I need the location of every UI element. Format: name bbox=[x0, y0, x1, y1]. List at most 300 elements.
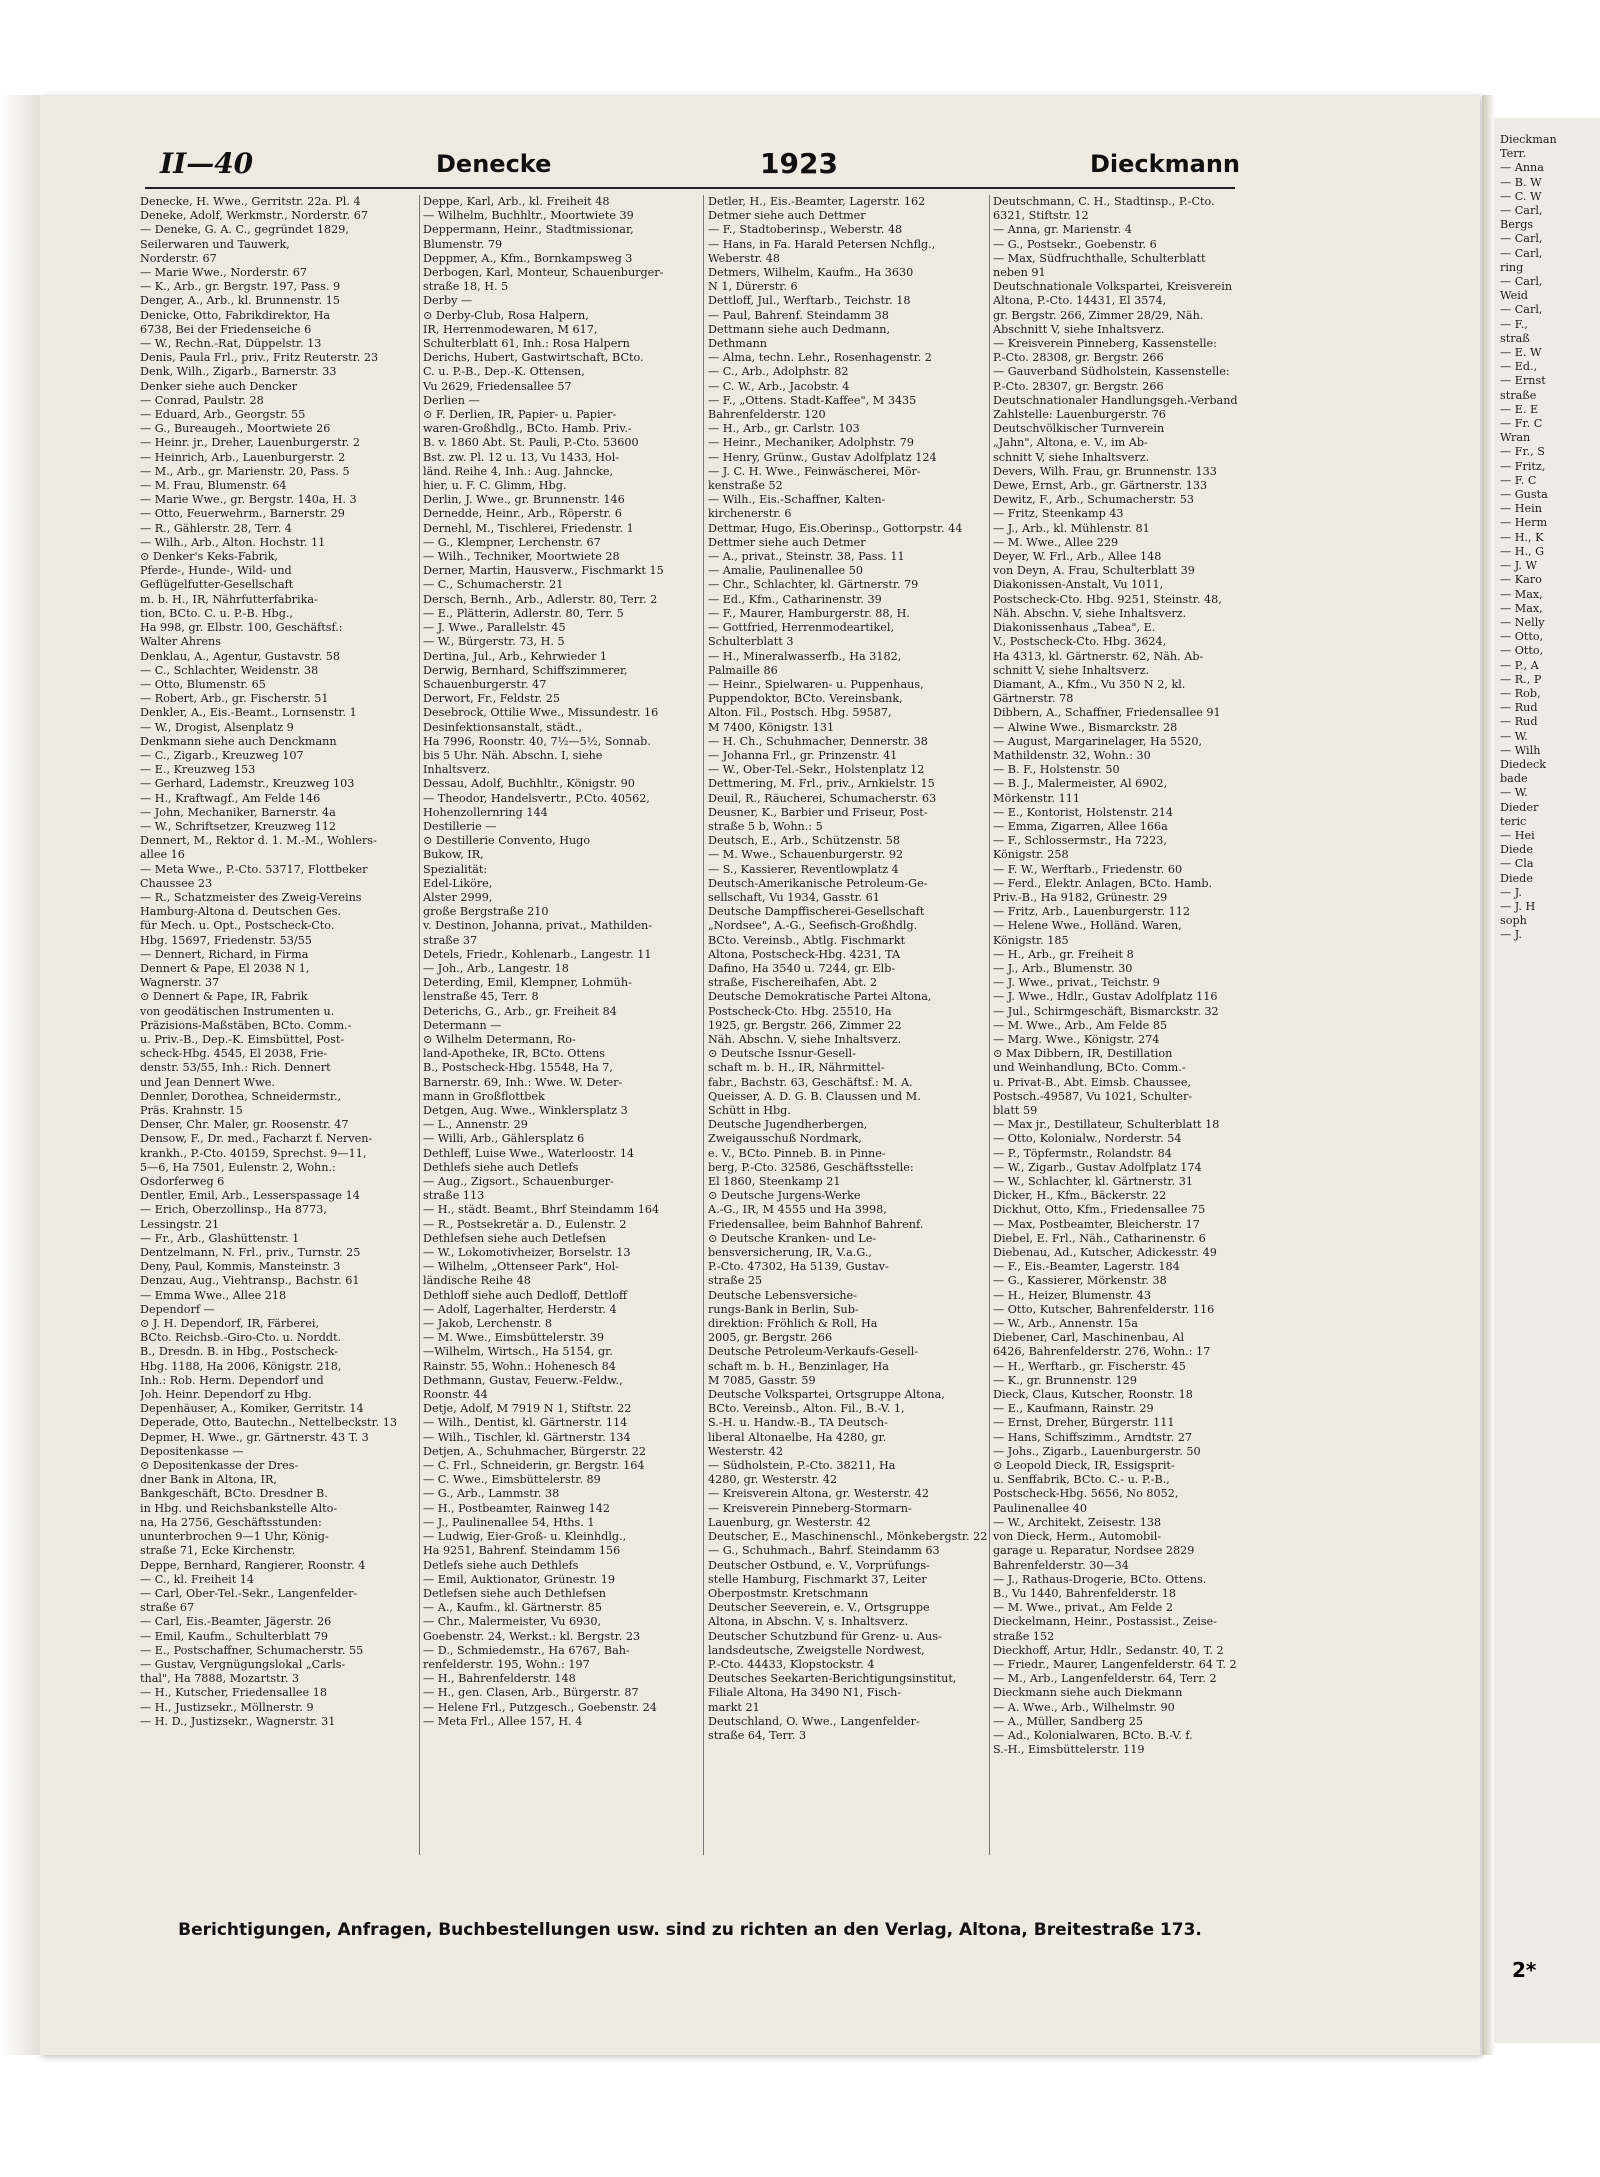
directory-line: 4280, gr. Westerstr. 42 bbox=[708, 1473, 838, 1487]
adjacent-page-line: — F. C bbox=[1500, 473, 1537, 487]
directory-line: S.-H., Eimsbüttelerstr. 119 bbox=[993, 1743, 1145, 1757]
adjacent-page-line: — R., P bbox=[1500, 672, 1542, 686]
directory-line: — Joh., Arb., Langestr. 18 bbox=[423, 961, 569, 975]
directory-line: Dibbern, A., Schaffner, Friedensallee 91 bbox=[993, 706, 1221, 720]
directory-line: von Dieck, Herm., Automobil- bbox=[993, 1530, 1162, 1544]
column-2 bbox=[423, 195, 698, 1895]
directory-line: — C., Arb., Adolphstr. 82 bbox=[708, 365, 849, 379]
directory-line: große Bergstraße 210 bbox=[423, 905, 549, 919]
directory-line: straße 5 b, Wohn.: 5 bbox=[708, 819, 823, 833]
adjacent-page-line: Wran bbox=[1500, 431, 1531, 445]
directory-line: — F. W., Werftarb., Friedenstr. 60 bbox=[993, 862, 1183, 876]
directory-line: Diakonissenhaus „Tabea", E. bbox=[993, 621, 1156, 635]
directory-line: krankh., P.-Cto. 40159, Sprechst. 9—11, bbox=[140, 1146, 367, 1160]
directory-line: Deutsche Lebensversiche- bbox=[708, 1288, 857, 1302]
directory-line: Derwig, Bernhard, Schiffszimmerer, bbox=[423, 663, 628, 677]
directory-line: straße, Fischereihafen, Abt. 2 bbox=[708, 976, 878, 990]
directory-line: Dethmann, Gustav, Feuerw.-Feldw., bbox=[423, 1373, 623, 1387]
directory-line: — E., Kreuzweg 153 bbox=[140, 763, 256, 777]
directory-line: — Johanna Frl., gr. Prinzenstr. 41 bbox=[708, 748, 898, 762]
directory-line: u. Senffabrik, BCto. C.- u. P.-B., bbox=[993, 1473, 1170, 1487]
directory-line: Paulinenallee 40 bbox=[993, 1501, 1087, 1515]
directory-line: — H., Kutscher, Friedensallee 18 bbox=[140, 1686, 327, 1700]
adjacent-page-line: — Fritz, bbox=[1500, 459, 1546, 473]
directory-line: Dethlefsen siehe auch Detlefsen bbox=[423, 1231, 606, 1245]
directory-line: — H., Arb., gr. Freiheit 8 bbox=[993, 947, 1134, 961]
directory-line: — Emil, Auktionator, Grünestr. 19 bbox=[423, 1572, 616, 1586]
directory-line: — B. J., Malermeister, Al 6902, bbox=[993, 777, 1168, 791]
directory-line: fabr., Bachstr. 63, Geschäftsf.: M. A. bbox=[708, 1075, 913, 1089]
directory-line: — M. Frau, Blumenstr. 64 bbox=[140, 479, 287, 493]
adjacent-page-line: — H., K bbox=[1500, 530, 1544, 544]
directory-line: —Wilhelm, Wirtsch., Ha 5154, gr. bbox=[423, 1345, 613, 1359]
adjacent-page-line: — J. H bbox=[1500, 899, 1536, 913]
directory-line: Deterding, Emil, Klempner, Lohmüh- bbox=[423, 976, 632, 990]
directory-line: — W., Architekt, Zeisestr. 138 bbox=[993, 1515, 1162, 1529]
adjacent-page-line: — Nelly bbox=[1500, 615, 1545, 629]
right-running-head: Dieckmann bbox=[1090, 150, 1240, 178]
directory-line: 5—6, Ha 7501, Eulenstr. 2, Wohn.: bbox=[140, 1160, 336, 1174]
directory-line: Detels, Friedr., Kohlenarb., Langestr. 11 bbox=[423, 947, 652, 961]
directory-line: Lessingstr. 21 bbox=[140, 1217, 220, 1231]
column-4 bbox=[993, 195, 1248, 1895]
directory-line: Präzisions-Maßstäben, BCto. Comm.- bbox=[140, 1018, 352, 1032]
directory-line: — H., Justizsekr., Möllnerstr. 9 bbox=[140, 1700, 314, 1714]
directory-line: — Emil, Kaufm., Schulterblatt 79 bbox=[140, 1629, 329, 1643]
directory-line: Altona, P.-Cto. 14431, El 3574, bbox=[993, 294, 1167, 308]
directory-line: Seilerwaren und Tauwerk, bbox=[140, 237, 290, 251]
directory-line: Deutsche Dampffischerei-Gesellschaft bbox=[708, 905, 925, 919]
directory-line: Dethlefs siehe auch Detlefs bbox=[423, 1160, 579, 1174]
directory-line: Derwort, Fr., Feldstr. 25 bbox=[423, 692, 560, 706]
directory-line: — Fr., Arb., Glashüttenstr. 1 bbox=[140, 1231, 300, 1245]
directory-line: Alster 2999, bbox=[423, 890, 493, 904]
directory-line: — Marie Wwe., Norderstr. 67 bbox=[140, 266, 308, 280]
directory-line: berg, P.-Cto. 32586, Geschäftsstelle: bbox=[708, 1160, 914, 1174]
directory-line: bensversicherung, IR, V.a.G., bbox=[708, 1246, 872, 1260]
directory-line: scheck-Hbg. 4545, El 2038, Frie- bbox=[140, 1047, 328, 1061]
directory-line: M 7085, Gasstr. 59 bbox=[708, 1373, 816, 1387]
directory-line: Dettmann siehe auch Dedmann, bbox=[708, 322, 891, 336]
directory-line: B., Vu 1440, Bahrenfelderstr. 18 bbox=[993, 1586, 1177, 1600]
directory-line: — G., Arb., Lammstr. 38 bbox=[423, 1487, 560, 1501]
adjacent-page-line: — B. W bbox=[1500, 175, 1542, 189]
directory-line: — Jul., Schirmgeschäft, Bismarckstr. 32 bbox=[993, 1004, 1219, 1018]
adjacent-page-line: — Ernst bbox=[1500, 374, 1546, 388]
directory-line: straße 113 bbox=[423, 1189, 485, 1203]
directory-line: — Hans, Schiffszimm., Arndtstr. 27 bbox=[993, 1430, 1192, 1444]
directory-line: „Jahn", Altona, e. V., im Ab- bbox=[993, 436, 1148, 450]
directory-line: Joh. Heinr. Dependorf zu Hbg. bbox=[140, 1388, 312, 1402]
directory-line: Dennler, Dorothea, Schneidermstr., bbox=[140, 1089, 342, 1103]
adjacent-page-line: — F., bbox=[1500, 317, 1528, 331]
directory-line: Spezialität: bbox=[423, 862, 488, 876]
directory-line: Depmer, H. Wwe., gr. Gärtnerstr. 43 T. 3 bbox=[140, 1430, 369, 1444]
directory-line: Blumenstr. 79 bbox=[423, 237, 503, 251]
directory-line: — L., Annenstr. 29 bbox=[423, 1118, 528, 1132]
adjacent-page-line: straße bbox=[1500, 388, 1537, 402]
directory-line: Bahrenfelderstr. 120 bbox=[708, 408, 826, 422]
directory-line: Denecke, H. Wwe., Gerritstr. 22a. Pl. 4 bbox=[140, 195, 361, 208]
directory-line: ⊙ Wilhelm Determann, Ro- bbox=[423, 1032, 576, 1046]
directory-line: Dennert & Pape, El 2038 N 1, bbox=[140, 961, 310, 975]
directory-line: stelle Hamburg, Fischmarkt 37, Leiter bbox=[708, 1572, 927, 1586]
directory-line: — Fritz, Steenkamp 43 bbox=[993, 507, 1124, 521]
directory-line: Dafino, Ha 3540 u. 7244, gr. Elb- bbox=[708, 961, 896, 975]
directory-line: Geflügelfutter-Gesellschaft bbox=[140, 578, 294, 592]
directory-line: Deutscher Ostbund, e. V., Vorprüfungs- bbox=[708, 1558, 930, 1572]
directory-line: — Wilhelm, Buchhltr., Moortwiete 39 bbox=[423, 209, 634, 223]
directory-line: — E., Plätterin, Adlerstr. 80, Terr. 5 bbox=[423, 606, 624, 620]
directory-line: — Helene Wwe., Holländ. Waren, bbox=[993, 919, 1182, 933]
column-3 bbox=[708, 195, 988, 1895]
directory-line: Diebenau, Ad., Kutscher, Adickesstr. 49 bbox=[993, 1246, 1217, 1260]
directory-line: BCto. Reichsb.-Giro-Cto. u. Norddt. bbox=[140, 1331, 342, 1345]
directory-line: Chaussee 23 bbox=[140, 876, 213, 890]
directory-line: — Meta Frl., Allee 157, H. 4 bbox=[423, 1714, 583, 1728]
column-divider bbox=[419, 195, 420, 1855]
directory-line: — Amalie, Paulinenallee 50 bbox=[708, 564, 863, 578]
directory-line: — Gustav, Vergnügungslokal „Carls- bbox=[140, 1657, 346, 1671]
directory-line: Derichs, Hubert, Gastwirtschaft, BCto. bbox=[423, 351, 644, 365]
signature-mark: 2* bbox=[1512, 1958, 1537, 1982]
directory-line: schaft m. b. H., IR, Nährmittel- bbox=[708, 1061, 885, 1075]
directory-line: kenstraße 52 bbox=[708, 479, 783, 493]
directory-line: sellschaft, Vu 1934, Gasstr. 61 bbox=[708, 890, 880, 904]
adjacent-page-line: — Herm bbox=[1500, 516, 1548, 530]
directory-line: 1925, gr. Bergstr. 266, Zimmer 22 bbox=[708, 1018, 902, 1032]
directory-line: Derlien — bbox=[423, 393, 480, 407]
adjacent-page-line: — Carl, bbox=[1500, 232, 1543, 246]
directory-line: — Kreisverein Pinneberg, Kassenstelle: bbox=[993, 337, 1217, 351]
directory-line: Näh. Abschn. V, siehe Inhaltsverz. bbox=[993, 606, 1187, 620]
adjacent-page-line: Dieckman bbox=[1500, 133, 1557, 146]
directory-line: Friedensallee, beim Bahnhof Bahrenf. bbox=[708, 1217, 924, 1231]
directory-line: Rainstr. 55, Wohn.: Hohenesch 84 bbox=[423, 1359, 616, 1373]
adjacent-page-line: — J. bbox=[1500, 885, 1522, 899]
directory-line: — W., Schlachter, kl. Gärtnerstr. 31 bbox=[993, 1175, 1193, 1189]
directory-line: 2005, gr. Bergstr. 266 bbox=[708, 1331, 833, 1345]
directory-line: Dentzelmann, N. Frl., priv., Turnstr. 25 bbox=[140, 1246, 361, 1260]
directory-line: Denger, A., Arb., kl. Brunnenstr. 15 bbox=[140, 294, 340, 308]
directory-line: Barnerstr. 69, Inh.: Wwe. W. Deter- bbox=[423, 1075, 623, 1089]
directory-line: El 1860, Steenkamp 21 bbox=[708, 1175, 841, 1189]
directory-line: B., Postscheck-Hbg. 15548, Ha 7, bbox=[423, 1061, 613, 1075]
directory-line: Bankgeschäft, BCto. Dresdner B. bbox=[140, 1487, 328, 1501]
directory-line: Deutsche Demokratische Partei Altona, bbox=[708, 990, 932, 1004]
directory-line: Weberstr. 48 bbox=[708, 251, 781, 265]
directory-line: Dieckelmann, Heinr., Postassist., Zeise- bbox=[993, 1615, 1217, 1629]
directory-line: — J., Rathaus-Drogerie, BCto. Ottens. bbox=[993, 1572, 1207, 1586]
directory-line: Denis, Paula Frl., priv., Fritz Reuterstr. 23 bbox=[140, 351, 379, 365]
directory-line: — H. D., Justizsekr., Wagnerstr. 31 bbox=[140, 1714, 336, 1728]
directory-line: ⊙ Deutsche Kranken- und Le- bbox=[708, 1231, 877, 1245]
directory-line: — Ed., Kfm., Catharinenstr. 39 bbox=[708, 592, 882, 606]
directory-line: — Südholstein, P.-Cto. 38211, Ha bbox=[708, 1459, 896, 1473]
directory-line: — J. C. H. Wwe., Feinwäscherei, Mör- bbox=[708, 464, 921, 478]
directory-line: — W., Ober-Tel.-Sekr., Holstenplatz 12 bbox=[708, 763, 925, 777]
directory-line: — Dennert, Richard, in Firma bbox=[140, 947, 309, 961]
directory-line: Deutschland, O. Wwe., Langenfelder- bbox=[708, 1714, 920, 1728]
directory-line: markt 21 bbox=[708, 1700, 760, 1714]
directory-line: Denser, Chr. Maler, gr. Roosenstr. 47 bbox=[140, 1118, 349, 1132]
directory-line: renfelderstr. 195, Wohn.: 197 bbox=[423, 1657, 590, 1671]
directory-line: Depenhäuser, A., Komiker, Gerritstr. 14 bbox=[140, 1402, 364, 1416]
directory-line: — J., Arb., Blumenstr. 30 bbox=[993, 961, 1133, 975]
adjacent-page-line: — C. W bbox=[1500, 189, 1542, 203]
directory-line: Oberpostmstr. Kretschmann bbox=[708, 1586, 869, 1600]
column-divider bbox=[703, 195, 704, 1855]
directory-line: — H., Postbeamter, Rainweg 142 bbox=[423, 1501, 611, 1515]
directory-line: Detler, H., Eis.-Beamter, Lagerstr. 162 bbox=[708, 195, 926, 208]
directory-line: kirchenerstr. 6 bbox=[708, 507, 792, 521]
directory-line: — Emma Wwe., Allee 218 bbox=[140, 1288, 287, 1302]
directory-line: — E., Postschaffner, Schumacherstr. 55 bbox=[140, 1643, 364, 1657]
directory-line: Deutscher, E., Maschinenschl., Mönkebergstr. 22 bbox=[708, 1530, 988, 1544]
adjacent-page-line: straß bbox=[1500, 331, 1530, 345]
directory-line: Ha 998, gr. Elbstr. 100, Geschäftsf.: bbox=[140, 621, 343, 635]
directory-line: — R., Schatzmeister des Zweig-Vereins bbox=[140, 890, 362, 904]
directory-line: — M. Wwe., Schauenburgerstr. 92 bbox=[708, 848, 904, 862]
directory-line: lenstraße 45, Terr. 8 bbox=[423, 990, 539, 1004]
directory-line: Dettmar, Hugo, Eis.Oberinsp., Gottorpstr. 44 bbox=[708, 521, 963, 535]
directory-line: — W., Drogist, Alsenplatz 9 bbox=[140, 720, 294, 734]
directory-line: — C. Wwe., Eimsbüttelerstr. 89 bbox=[423, 1473, 601, 1487]
directory-line: — Erich, Oberzollinsp., Ha 8773, bbox=[140, 1203, 327, 1217]
directory-line: Detjen, A., Schuhmacher, Bürgerstr. 22 bbox=[423, 1444, 646, 1458]
directory-line: BCto. Vereinsb., Abtlg. Fischmarkt bbox=[708, 933, 906, 947]
directory-line: — Gerhard, Lademstr., Kreuzweg 103 bbox=[140, 777, 355, 791]
directory-line: Zahlstelle: Lauenburgerstr. 76 bbox=[993, 408, 1166, 422]
adjacent-page-line: — Otto, bbox=[1500, 630, 1544, 644]
directory-line: — Ernst, Dreher, Bürgerstr. 111 bbox=[993, 1416, 1175, 1430]
directory-line: B., Dresdn. B. in Hbg., Postscheck- bbox=[140, 1345, 338, 1359]
directory-line: — J. Wwe., privat., Teichstr. 9 bbox=[993, 976, 1160, 990]
directory-line: — C., Schumacherstr. 21 bbox=[423, 578, 564, 592]
directory-line: P.-Cto. 28307, gr. Bergstr. 266 bbox=[993, 379, 1164, 393]
directory-line: ⊙ Derby-Club, Rosa Halpern, bbox=[423, 308, 589, 322]
directory-line: straße 18, H. 5 bbox=[423, 280, 509, 294]
directory-line: — Chr., Malermeister, Vu 6930, bbox=[423, 1615, 602, 1629]
directory-line: — G., Kassierer, Mörkenstr. 38 bbox=[993, 1274, 1167, 1288]
directory-line: thal", Ha 7888, Mozartstr. 3 bbox=[140, 1672, 299, 1686]
adjacent-page-text bbox=[1500, 133, 1600, 943]
directory-line: ⊙ Deutsche Jurgens-Werke bbox=[708, 1189, 861, 1203]
directory-line: — H., Mineralwasserfb., Ha 3182, bbox=[708, 649, 902, 663]
directory-line: Dettmer siehe auch Detmer bbox=[708, 535, 866, 549]
adjacent-page-line: — E. E bbox=[1500, 402, 1539, 416]
directory-line: land-Apotheke, IR, BCto. Ottens bbox=[423, 1047, 606, 1061]
directory-line: — F., Eis.-Beamter, Lagerstr. 184 bbox=[993, 1260, 1180, 1274]
directory-line: Dethmann bbox=[708, 337, 767, 351]
directory-line: Denkmann siehe auch Denckmann bbox=[140, 734, 337, 748]
directory-line: — Robert, Arb., gr. Fischerstr. 51 bbox=[140, 692, 329, 706]
directory-line: — Max, Postbeamter, Bleicherstr. 17 bbox=[993, 1217, 1200, 1231]
adjacent-page-line: — Rob, bbox=[1500, 686, 1541, 700]
directory-line: — M. Wwe., Eimsbüttelerstr. 39 bbox=[423, 1331, 604, 1345]
directory-line: — E., Kaufmann, Rainstr. 29 bbox=[993, 1402, 1154, 1416]
directory-line: — F., Schlossermstr., Ha 7223, bbox=[993, 834, 1167, 848]
directory-line: Dieckmann siehe auch Diekmann bbox=[993, 1686, 1183, 1700]
directory-line: Zweigausschuß Nordmark, bbox=[708, 1132, 862, 1146]
directory-line: v. Destinon, Johanna, privat., Mathilden- bbox=[423, 919, 653, 933]
directory-line: — Alma, techn. Lehr., Rosenhagenstr. 2 bbox=[708, 351, 932, 365]
directory-line: — W., Schriftsetzer, Kreuzweg 112 bbox=[140, 819, 336, 833]
directory-line: Ha 7996, Roonstr. 40, 7½—5½, Sonnab. bbox=[423, 734, 651, 748]
directory-line: Dickhut, Otto, Kfm., Friedensallee 75 bbox=[993, 1203, 1206, 1217]
publisher-footer: Berichtigungen, Anfragen, Buchbestellungen usw. sind zu richten an den Verlag, Altona, Breitestraße 173. bbox=[178, 1920, 1202, 1940]
directory-line: — J. Wwe., Hdlr., Gustav Adolfplatz 116 bbox=[993, 990, 1218, 1004]
directory-line: Desinfektionsanstalt, städt., bbox=[423, 720, 583, 734]
adjacent-page-line: Diedeck bbox=[1500, 757, 1546, 771]
directory-line: Hohenzollernring 144 bbox=[423, 805, 548, 819]
directory-line: — Fritz, Arb., Lauenburgerstr. 112 bbox=[993, 905, 1190, 919]
adjacent-page-line: — Carl, bbox=[1500, 303, 1543, 317]
directory-line: Denicke, Otto, Fabrikdirektor, Ha bbox=[140, 308, 331, 322]
adjacent-page-line: Dieder bbox=[1500, 800, 1539, 814]
adjacent-page-line: — Wilh bbox=[1500, 743, 1541, 757]
directory-line: — Max jr., Destillateur, Schulterblatt 18 bbox=[993, 1118, 1220, 1132]
column-divider bbox=[989, 195, 990, 1855]
directory-line: Depositenkasse — bbox=[140, 1444, 244, 1458]
directory-line: ⊙ Max Dibbern, IR, Destillation bbox=[993, 1047, 1173, 1061]
directory-line: Detmer siehe auch Dettmer bbox=[708, 209, 866, 223]
directory-line: Deterichs, G., Arb., gr. Freiheit 84 bbox=[423, 1004, 617, 1018]
adjacent-page-line: — Hein bbox=[1500, 502, 1542, 516]
directory-line: Dettmering, M. Frl., priv., Arnkielstr. 15 bbox=[708, 777, 935, 791]
adjacent-page-line: — Karo bbox=[1500, 573, 1542, 587]
adjacent-page-line: Bergs bbox=[1500, 218, 1534, 232]
directory-line: ⊙ Depositenkasse der Dres- bbox=[140, 1459, 299, 1473]
directory-line: na, Ha 2756, Geschäftsstunden: bbox=[140, 1515, 322, 1529]
directory-line: — Deneke, G. A. C., gegründet 1829, bbox=[140, 223, 349, 237]
directory-line: Deusner, K., Barbier und Friseur, Post- bbox=[708, 805, 928, 819]
directory-line: Desebrock, Ottilie Wwe., Missundestr. 16 bbox=[423, 706, 659, 720]
directory-line: Ha 4313, kl. Gärtnerstr. 62, Näh. Ab- bbox=[993, 649, 1204, 663]
directory-line: ununterbrochen 9—1 Uhr, König- bbox=[140, 1530, 329, 1544]
directory-line: denstr. 53/55, Inh.: Rich. Dennert bbox=[140, 1061, 331, 1075]
directory-line: Postscheck-Hbg. 5656, No 8052, bbox=[993, 1487, 1179, 1501]
adjacent-page-line: — Fr., S bbox=[1500, 445, 1545, 459]
directory-line: Palmaille 86 bbox=[708, 663, 778, 677]
directory-line: — Conrad, Paulstr. 28 bbox=[140, 393, 264, 407]
directory-line: Deutschnationaler Handlungsgeh.-Verband bbox=[993, 393, 1238, 407]
directory-line: u. Privat-B., Abt. Eimsb. Chaussee, bbox=[993, 1075, 1192, 1089]
directory-line: Derlin, J. Wwe., gr. Brunnenstr. 146 bbox=[423, 493, 625, 507]
adjacent-page-line: — Carl, bbox=[1500, 275, 1543, 289]
directory-line: Deutsche Jugendherbergen, bbox=[708, 1118, 868, 1132]
directory-line: — Chr., Schlachter, kl. Gärtnerstr. 79 bbox=[708, 578, 919, 592]
directory-line: — Wilh., Dentist, kl. Gärtnerstr. 114 bbox=[423, 1416, 628, 1430]
directory-line: ländische Reihe 48 bbox=[423, 1274, 531, 1288]
directory-line: — P., Töpfermstr., Rolandstr. 84 bbox=[993, 1146, 1172, 1160]
directory-line: V., Postscheck-Cto. Hbg. 3624, bbox=[993, 635, 1167, 649]
directory-line: — H., Werftarb., gr. Fischerstr. 45 bbox=[993, 1359, 1186, 1373]
directory-line: Dentler, Emil, Arb., Lesserspassage 14 bbox=[140, 1189, 360, 1203]
directory-line: Deppermann, Heinr., Stadtmissionar, bbox=[423, 223, 634, 237]
directory-line: — C., Schlachter, Weidenstr. 38 bbox=[140, 663, 319, 677]
directory-line: ⊙ Leopold Dieck, IR, Essigsprit- bbox=[993, 1459, 1175, 1473]
directory-line: Postscheck-Cto. Hbg. 9251, Steinstr. 48, bbox=[993, 592, 1222, 606]
directory-line: — August, Margarinelager, Ha 5520, bbox=[993, 734, 1203, 748]
directory-line: — A., Müller, Sandberg 25 bbox=[993, 1714, 1143, 1728]
directory-line: — Otto, Blumenstr. 65 bbox=[140, 677, 266, 691]
directory-line: Dernedde, Heinr., Arb., Röperstr. 6 bbox=[423, 507, 622, 521]
directory-line: — Eduard, Arb., Georgstr. 55 bbox=[140, 408, 306, 422]
directory-line: von Deyn, A. Frau, Schulterblatt 39 bbox=[993, 564, 1195, 578]
directory-line: — Henry, Grünw., Gustav Adolfplatz 124 bbox=[708, 450, 937, 464]
directory-line: — H., Arb., gr. Carlstr. 103 bbox=[708, 422, 860, 436]
directory-line: — Emma, Zigarren, Allee 166a bbox=[993, 819, 1168, 833]
directory-line: Präs. Krahnstr. 15 bbox=[140, 1104, 243, 1117]
directory-line: Deutscher Schutzbund für Grenz- u. Aus- bbox=[708, 1629, 942, 1643]
directory-line: u. Priv.-B., Dep.-K. Eimsbüttel, Post- bbox=[140, 1032, 345, 1046]
directory-line: Westerstr. 42 bbox=[708, 1444, 784, 1458]
directory-line: schnitt V, siehe Inhaltsverz. bbox=[993, 450, 1150, 464]
directory-line: Diamant, A., Kfm., Vu 350 N 2, kl. bbox=[993, 677, 1186, 691]
directory-line: — G., Postsekr., Goebenstr. 6 bbox=[993, 237, 1157, 251]
directory-line: für Mech. u. Opt., Postscheck-Cto. bbox=[140, 919, 335, 933]
header-rule bbox=[145, 187, 1235, 189]
directory-line: Dicker, H., Kfm., Bäckerstr. 22 bbox=[993, 1189, 1167, 1203]
directory-line: Dennert, M., Rektor d. 1. M.-M., Wohlers- bbox=[140, 834, 377, 848]
directory-line: — Kreisverein Altona, gr. Westerstr. 42 bbox=[708, 1487, 930, 1501]
directory-line: Postscheck-Cto. Hbg. 25510, Ha bbox=[708, 1004, 892, 1018]
directory-line: von geodätischen Instrumenten u. bbox=[140, 1004, 335, 1018]
directory-line: 6321, Stiftstr. 12 bbox=[993, 209, 1089, 223]
directory-line: Vu 2629, Friedensallee 57 bbox=[423, 379, 572, 393]
directory-line: — Gottfried, Herrenmodeartikel, bbox=[708, 621, 895, 635]
directory-line: gr. Bergstr. 266, Zimmer 28/29, Näh. bbox=[993, 308, 1204, 322]
directory-line: — C., Zigarb., Kreuzweg 107 bbox=[140, 748, 304, 762]
directory-line: hier, u. F. C. Glimm, Hbg. bbox=[423, 479, 567, 493]
directory-line: Dernehl, M., Tischlerei, Friedenstr. 1 bbox=[423, 521, 634, 535]
directory-line: garage u. Reparatur, Nordsee 2829 bbox=[993, 1544, 1195, 1558]
directory-line: — Heinr., Mechaniker, Adolphstr. 79 bbox=[708, 436, 914, 450]
page-header bbox=[160, 147, 1240, 187]
directory-line: — W., Lokomotivheizer, Borselstr. 13 bbox=[423, 1246, 631, 1260]
directory-line: Derby — bbox=[423, 294, 473, 308]
directory-line: straße 67 bbox=[140, 1601, 195, 1615]
directory-line: — Kreisverein Pinneberg-Stormarn- bbox=[708, 1501, 912, 1515]
directory-line: — M. Wwe., privat., Am Felde 2 bbox=[993, 1601, 1173, 1615]
directory-line: B. v. 1860 Abt. St. Pauli, P.-Cto. 53600 bbox=[423, 436, 639, 450]
directory-line: — Heinr., Spielwaren- u. Puppenhaus, bbox=[708, 677, 924, 691]
directory-line: — Wilh., Techniker, Moortwiete 28 bbox=[423, 550, 620, 564]
directory-line: — F., „Ottens. Stadt-Kaffee", M 3435 bbox=[708, 393, 917, 407]
directory-line: Königstr. 185 bbox=[993, 933, 1069, 947]
directory-line: Ha 9251, Bahrenf. Steindamm 156 bbox=[423, 1544, 621, 1558]
adjacent-page-line: — Ed., bbox=[1500, 360, 1538, 374]
directory-line: — Carl, Eis.-Beamter, Jägerstr. 26 bbox=[140, 1615, 332, 1629]
directory-line: Denkler, A., Eis.-Beamt., Lornsenstr. 1 bbox=[140, 706, 357, 720]
directory-line: — J. Wwe., Parallelstr. 45 bbox=[423, 621, 566, 635]
adjacent-page-line: — Max, bbox=[1500, 587, 1543, 601]
directory-line: Deutsch, E., Arb., Schützenstr. 58 bbox=[708, 834, 900, 848]
directory-line: Detgen, Aug. Wwe., Winklersplatz 3 bbox=[423, 1104, 628, 1117]
directory-line: — Willi, Arb., Gählersplatz 6 bbox=[423, 1132, 585, 1146]
directory-line: — D., Schmiedemstr., Ha 6767, Bah- bbox=[423, 1643, 630, 1657]
directory-line: Dieck, Claus, Kutscher, Roonstr. 18 bbox=[993, 1388, 1193, 1402]
directory-line: Pferde-, Hunde-, Wild- und bbox=[140, 564, 292, 578]
directory-line: — Ludwig, Eier-Groß- u. Kleinhdlg., bbox=[423, 1530, 627, 1544]
directory-line: BCto. Vereinsb., Alton. Fil., B.-V. 1, bbox=[708, 1402, 905, 1416]
directory-line: — Carl, Ober-Tel.-Sekr., Langenfelder- bbox=[140, 1586, 358, 1600]
directory-line: — Ad., Kolonialwaren, BCto. B.-V. f. bbox=[993, 1728, 1193, 1742]
directory-page bbox=[40, 95, 1480, 2055]
adjacent-page-line: — W. bbox=[1500, 786, 1528, 800]
directory-line: Denklau, A., Agentur, Gustavstr. 58 bbox=[140, 649, 340, 663]
